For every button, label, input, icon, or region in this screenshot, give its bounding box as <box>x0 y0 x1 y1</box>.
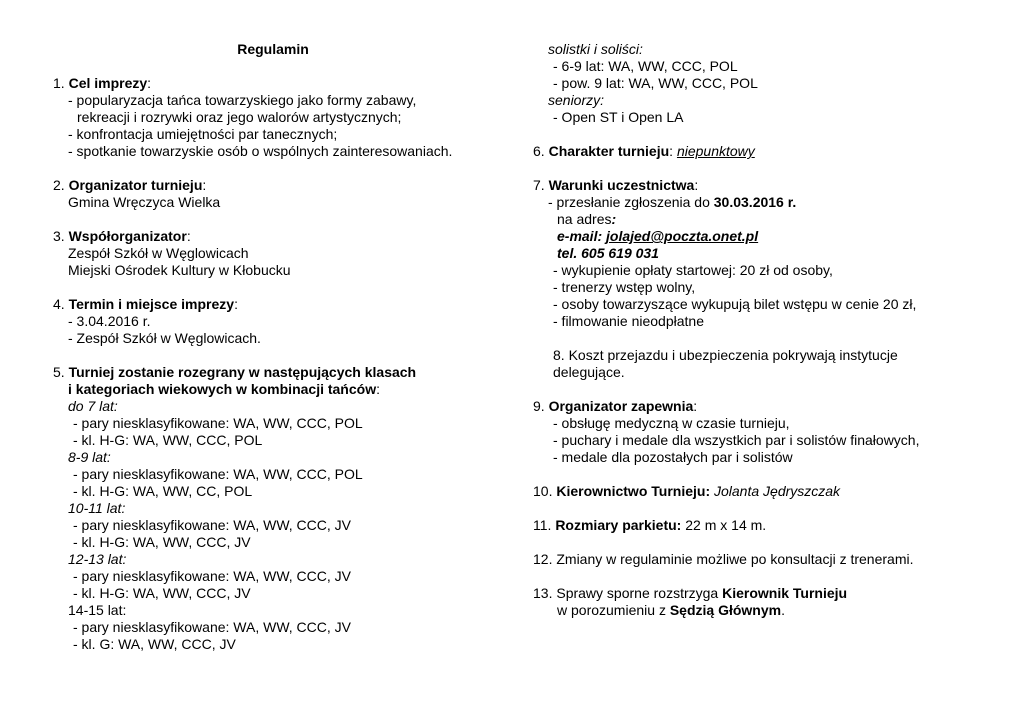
co-organizer-line: Zespół Szkół w Węglowicach <box>68 245 249 261</box>
class-line: - kl. H-G: WA, WW, CCC, JV <box>73 534 251 550</box>
section-3-heading: 3. Współorganizator: <box>53 228 191 244</box>
section-number: 1. <box>53 75 69 91</box>
section-number: 4. <box>53 296 69 312</box>
list-item: - trenerzy wstęp wolny, <box>553 279 696 295</box>
section-1-heading: 1. Cel imprezy: <box>53 75 152 91</box>
section-9-heading: 9. Organizator zapewnia: <box>533 398 698 414</box>
section-number: 7. <box>533 177 549 193</box>
list-item: - medale dla pozostałych par i solistów <box>553 449 793 465</box>
class-line: - kl. H-G: WA, WW, CCC, POL <box>73 432 263 448</box>
class-line: - pary niesklasyfikowane: WA, WW, CCC, POL <box>73 466 363 482</box>
class-line: - pary niesklasyfikowane: WA, WW, CCC, JV <box>73 568 351 584</box>
email-link[interactable]: jolajed@poczta.onet.pl <box>606 228 759 244</box>
email-label: e-mail: <box>557 228 607 244</box>
address-label-text: na adres <box>557 211 612 227</box>
registration-date: 30.03.2016 r. <box>713 194 797 210</box>
director-name: Jolanta Jędryszczak <box>714 483 841 499</box>
tournament-type: niepunktowy <box>676 143 755 159</box>
event-date: - 3.04.2016 r. <box>68 313 151 329</box>
list-item: - wykupienie opłaty startowej: 20 zł od osoby, <box>553 262 833 278</box>
class-line: - pary niesklasyfikowane: WA, WW, CCC, POL <box>73 415 363 431</box>
section-number: 5. <box>53 364 69 380</box>
organizer-name: Gmina Wręczyca Wielka <box>68 194 221 210</box>
list-item: - obsługę medyczną w czasie turnieju, <box>553 415 790 431</box>
floor-size: 22 m x 14 m. <box>685 517 767 533</box>
list-item: - puchary i medale dla wszystkich par i solistów finałowych, <box>553 432 920 448</box>
section-title: Współorganizator <box>68 228 187 244</box>
section-8-text: 8. Koszt przejazdu i ubezpieczenia pokrywają instytucje <box>553 347 898 363</box>
section-10-heading <box>533 483 1003 500</box>
section-title-cont: i kategoriach wiekowych w kombinacji tańców <box>68 381 377 397</box>
class-line: - pow. 9 lat: WA, WW, CCC, POL <box>553 75 758 91</box>
age-category: do 7 lat: <box>68 398 118 414</box>
section-number: 9. <box>533 398 549 414</box>
right-column <box>533 41 1003 619</box>
section-5-heading-cont: i kategoriach wiekowych w kombinacji tańców: <box>68 381 380 397</box>
section-13-prefix: 13. Sprawy sporne rozstrzyga <box>533 585 723 601</box>
registration-deadline <box>533 194 1003 211</box>
section-13-suffix: . <box>781 602 785 618</box>
list-item: - popularyzacja tańca towarzyskiego jako formy zabawy, <box>68 92 417 108</box>
tournament-director: Kierownik Turnieju <box>722 585 848 601</box>
list-item: - osoby towarzyszące wykupują bilet wstępu w cenie 20 zł, <box>553 296 917 312</box>
page-title: Regulamin <box>237 41 309 57</box>
class-line: - pary niesklasyfikowane: WA, WW, CCC, JV <box>73 619 351 635</box>
section-6-heading: 6. Charakter turnieju: niepunktowy <box>533 143 755 159</box>
section-title: Turniej zostanie rozegrany w następujących klasach <box>68 364 417 380</box>
event-place: - Zespół Szkół w Węglowicach. <box>68 330 261 346</box>
class-line: - kl. H-G: WA, WW, CCC, JV <box>73 585 251 601</box>
section-number: 3. <box>53 228 69 244</box>
section-5-heading <box>53 364 493 381</box>
list-item-continuation: rekreacji i rozrywki oraz jego walorów artystycznych; <box>77 109 402 125</box>
section-title: Organizator zapewnia <box>548 398 694 414</box>
left-column <box>53 41 493 653</box>
section-2-heading: 2. Organizator turnieju: <box>53 177 207 193</box>
section-title: Organizator turnieju <box>68 177 203 193</box>
section-title: Kierownictwo Turnieju: <box>556 483 711 499</box>
age-category: 8-9 lat: <box>68 449 111 465</box>
section-13-line2-prefix: w porozumieniu z <box>557 602 670 618</box>
class-line: - kl. H-G: WA, WW, CC, POL <box>73 483 253 499</box>
section-title: Cel imprezy <box>68 75 148 91</box>
section-number: 6. <box>533 143 549 159</box>
soloists-label: solistki i soliści: <box>548 41 643 57</box>
email-line <box>533 228 1003 245</box>
section-4-heading: 4. Termin i miejsce imprezy: <box>53 296 238 312</box>
class-line: - pary niesklasyfikowane: WA, WW, CCC, JV <box>73 517 351 533</box>
section-number: 2. <box>53 177 69 193</box>
age-category: 12-13 lat: <box>68 551 127 567</box>
registration-text: - przesłanie zgłoszenia do <box>548 194 714 210</box>
phone-line: tel. 605 619 031 <box>557 245 659 261</box>
age-category: 10-11 lat: <box>68 500 126 516</box>
class-line: - 6-9 lat: WA, WW, CCC, POL <box>553 58 738 74</box>
section-12-text: 12. Zmiany w regulaminie możliwe po konsultacji z trenerami. <box>533 551 914 567</box>
list-item: - filmowanie nieodpłatne <box>553 313 704 329</box>
section-title: Charakter turnieju <box>548 143 670 159</box>
class-line: - Open ST i Open LA <box>553 109 684 125</box>
section-title: Warunki uczestnictwa <box>548 177 695 193</box>
class-line: - kl. G: WA, WW, CCC, JV <box>73 636 236 652</box>
section-title: Termin i miejsce imprezy <box>68 296 235 312</box>
section-7-heading: 7. Warunki uczestnictwa: <box>533 177 699 193</box>
section-13-text <box>533 585 1003 602</box>
chief-judge: Sędzią Głównym <box>669 602 782 618</box>
section-title: Rozmiary parkietu: <box>555 517 682 533</box>
section-8-text-cont: delegujące. <box>553 364 625 380</box>
list-item: - konfrontacja umiejętności par tanecznych; <box>68 126 338 142</box>
section-number: 10. <box>533 483 557 499</box>
section-number: 11. <box>533 517 556 533</box>
address-label: na adres: <box>557 211 617 227</box>
section-13-text-cont <box>533 602 1003 619</box>
section-11-heading <box>533 517 1003 534</box>
list-item: - spotkanie towarzyskie osób o wspólnych zainteresowaniach. <box>68 143 453 159</box>
seniors-label: seniorzy: <box>548 92 605 108</box>
age-category: 14-15 lat: <box>68 602 127 618</box>
co-organizer-line: Miejski Ośrodek Kultury w Kłobucku <box>68 262 291 278</box>
